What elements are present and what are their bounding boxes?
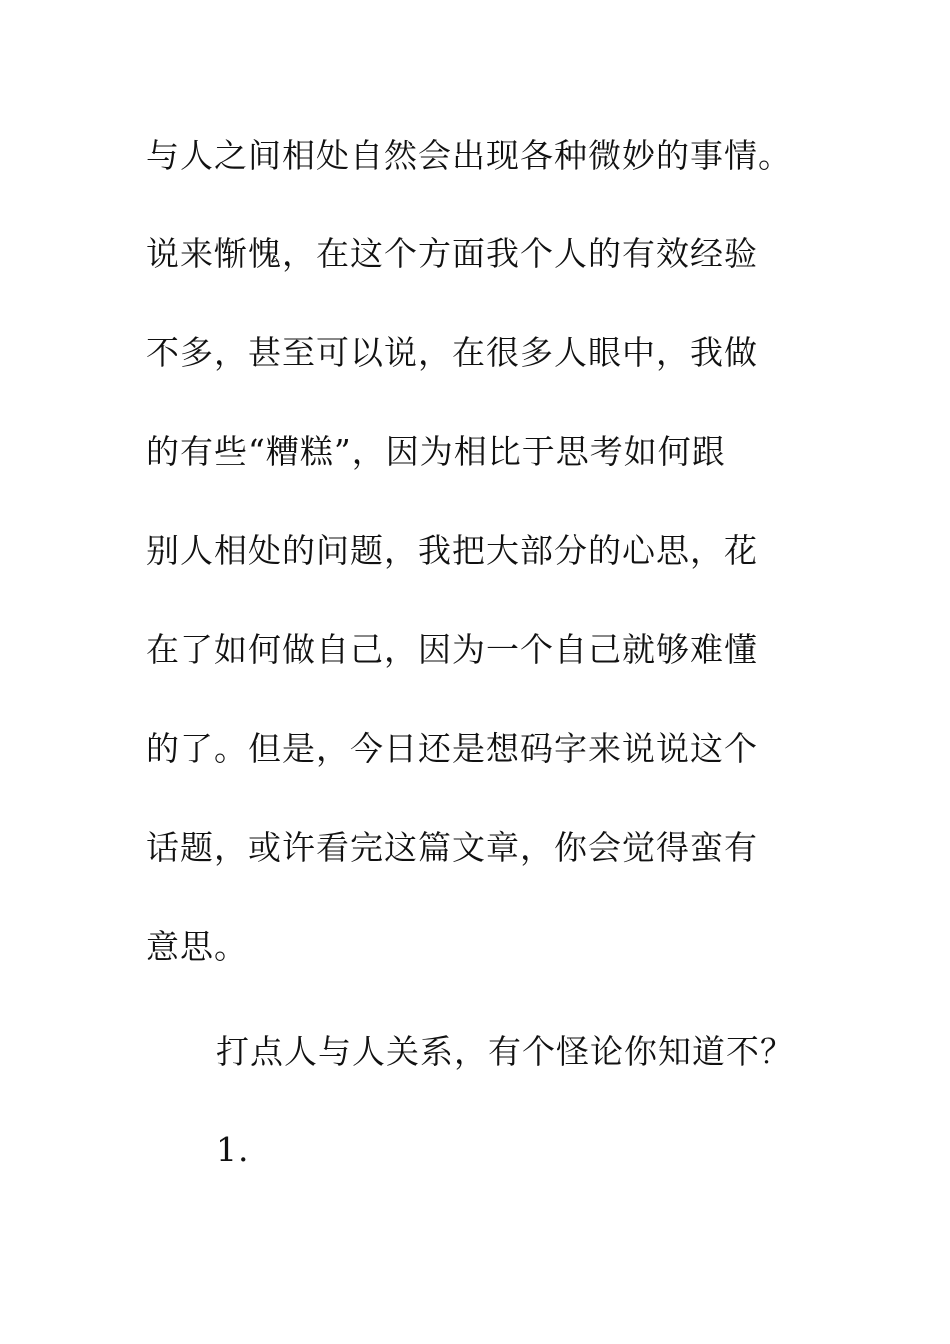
paragraph-line-7: 的了。但是，今日还是想码字来说说这个	[146, 729, 758, 768]
paragraph-line-9: 意思。	[146, 927, 248, 966]
paragraph-line-2: 说来惭愧，在这个方面我个人的有效经验	[146, 234, 758, 273]
paragraph-line-3: 不多，甚至可以说，在很多人眼中，我做	[146, 333, 758, 372]
list-marker: 1.	[216, 1130, 250, 1169]
paragraph-line-8: 话题，或许看完这篇文章，你会觉得蛮有	[146, 828, 758, 867]
paragraph-line-6: 在了如何做自己，因为一个自己就够难懂	[146, 630, 758, 669]
section-question-line: 打点人与人关系，有个怪论你知道不？	[216, 1032, 794, 1071]
paragraph-line-1: 与人之间相处自然会出现各种微妙的事情。	[146, 136, 792, 175]
paragraph-line-4: 的有些“糟糕”，因为相比于思考如何跟	[146, 432, 726, 471]
paragraph-line-5: 别人相处的问题，我把大部分的心思，花	[146, 531, 758, 570]
